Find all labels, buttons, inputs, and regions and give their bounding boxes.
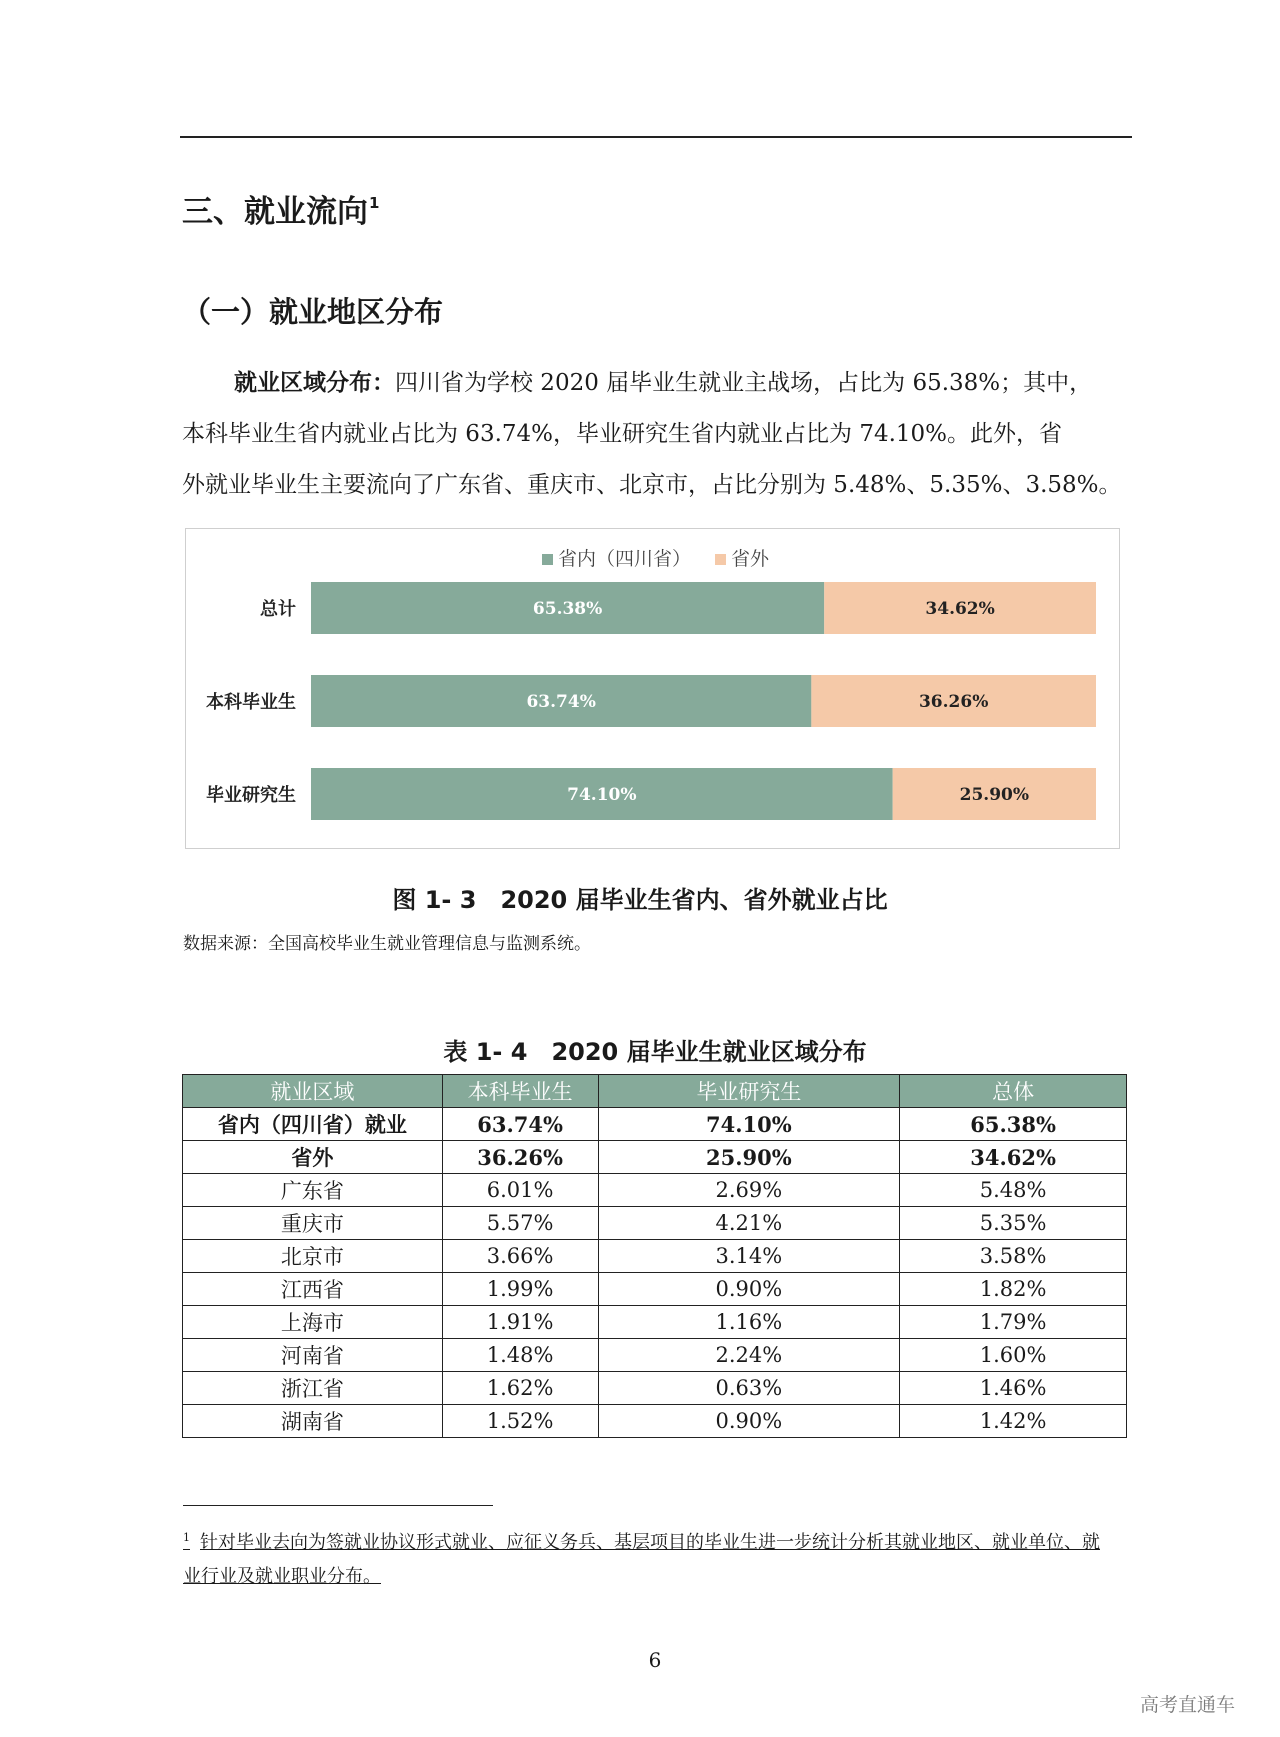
region-name-cell: 河南省 xyxy=(183,1339,443,1372)
value-cell: 1.91% xyxy=(442,1306,598,1339)
value-cell: 2.69% xyxy=(598,1174,900,1207)
table-header-cell: 总体 xyxy=(900,1075,1127,1108)
table-row xyxy=(183,1339,1127,1372)
category-label: 总计 xyxy=(260,599,296,620)
region-name-cell: 省外 xyxy=(183,1141,443,1174)
region-name-cell: 省内（四川省）就业 xyxy=(183,1108,443,1141)
value-cell: 1.62% xyxy=(442,1372,598,1405)
table-row xyxy=(183,1273,1127,1306)
value-cell: 1.82% xyxy=(900,1273,1127,1306)
data-label: 65.38% xyxy=(532,599,603,619)
legend-label: 省内（四川省） xyxy=(558,548,692,570)
value-cell: 3.14% xyxy=(598,1240,900,1273)
footnote-text: 针对毕业去向为签就业协议形式就业、应征义务兵、基层项目的毕业生进一步统计分析其就业地区、就业单位、就业行业及就业职业分布。 xyxy=(183,1532,1100,1587)
data-label: 36.26% xyxy=(918,692,989,712)
table-row xyxy=(183,1207,1127,1240)
region-name-cell: 重庆市 xyxy=(183,1207,443,1240)
data-label: 63.74% xyxy=(526,692,596,712)
legend-swatch xyxy=(715,554,726,565)
table-row xyxy=(183,1141,1127,1174)
region-name-cell: 北京市 xyxy=(183,1240,443,1273)
category-label: 本科毕业生 xyxy=(206,692,296,713)
watermark: 高考直通车 xyxy=(1140,1694,1236,1716)
footnote-rule xyxy=(183,1505,493,1506)
table-header-cell: 本科毕业生 xyxy=(442,1075,598,1108)
value-cell: 4.21% xyxy=(598,1207,900,1240)
body-paragraph xyxy=(182,358,1132,511)
table-row xyxy=(183,1174,1127,1207)
paragraph-lead-label: 就业区域分布： xyxy=(234,370,395,396)
chart-canvas xyxy=(186,529,1121,850)
value-cell: 6.01% xyxy=(442,1174,598,1207)
stacked-bar-chart xyxy=(185,528,1120,849)
value-cell: 1.60% xyxy=(900,1339,1127,1372)
value-cell: 25.90% xyxy=(598,1141,900,1174)
table-header-cell: 就业区域 xyxy=(183,1075,443,1108)
category-label: 毕业研究生 xyxy=(206,785,296,806)
value-cell: 1.42% xyxy=(900,1405,1127,1438)
value-cell: 1.46% xyxy=(900,1372,1127,1405)
subsection-heading: （一）就业地区分布 xyxy=(182,295,444,329)
footnote-mark: 1 xyxy=(183,1531,190,1544)
data-label: 74.10% xyxy=(567,785,637,805)
value-cell: 0.90% xyxy=(598,1405,900,1438)
paragraph-line-3: 外就业毕业生主要流向了广东省、重庆市、北京市，占比分别为 5.48%、5.35%、3.58%。 xyxy=(182,472,1122,498)
value-cell: 0.63% xyxy=(598,1372,900,1405)
page-number: 6 xyxy=(648,1648,662,1672)
value-cell: 1.99% xyxy=(442,1273,598,1306)
region-name-cell: 浙江省 xyxy=(183,1372,443,1405)
value-cell: 5.35% xyxy=(900,1207,1127,1240)
footnote xyxy=(183,1521,1113,1594)
value-cell: 1.16% xyxy=(598,1306,900,1339)
value-cell: 34.62% xyxy=(900,1141,1127,1174)
value-cell: 1.52% xyxy=(442,1405,598,1438)
region-name-cell: 江西省 xyxy=(183,1273,443,1306)
data-label: 25.90% xyxy=(959,785,1030,805)
paragraph-line-1: 四川省为学校 2020 届毕业生就业主战场，占比为 65.38%；其中， xyxy=(395,370,1093,396)
value-cell: 63.74% xyxy=(442,1108,598,1141)
value-cell: 74.10% xyxy=(598,1108,900,1141)
table-row xyxy=(183,1306,1127,1339)
paragraph-line-2: 本科毕业生省内就业占比为 63.74%，毕业研究生省内就业占比为 74.10%。此外，省 xyxy=(182,421,1063,447)
value-cell: 36.26% xyxy=(442,1141,598,1174)
value-cell: 65.38% xyxy=(900,1108,1127,1141)
region-name-cell: 广东省 xyxy=(183,1174,443,1207)
value-cell: 5.57% xyxy=(442,1207,598,1240)
figure-source: 数据来源：全国高校毕业生就业管理信息与监测系统。 xyxy=(183,934,591,954)
region-table xyxy=(182,1074,1127,1438)
legend-swatch xyxy=(542,554,553,565)
table-row xyxy=(183,1372,1127,1405)
table-row xyxy=(183,1108,1127,1141)
value-cell: 0.90% xyxy=(598,1273,900,1306)
region-name-cell: 湖南省 xyxy=(183,1405,443,1438)
header-rule xyxy=(180,136,1132,138)
value-cell: 3.58% xyxy=(900,1240,1127,1273)
table-header-cell: 毕业研究生 xyxy=(598,1075,900,1108)
table-body xyxy=(183,1108,1127,1438)
legend-label: 省外 xyxy=(731,548,770,570)
table-caption: 表 1- 4 2020 届毕业生就业区域分布 xyxy=(443,1038,867,1066)
value-cell: 1.48% xyxy=(442,1339,598,1372)
value-cell: 1.79% xyxy=(900,1306,1127,1339)
value-cell: 2.24% xyxy=(598,1339,900,1372)
value-cell: 5.48% xyxy=(900,1174,1127,1207)
figure-caption: 图 1- 3 2020 届毕业生省内、省外就业占比 xyxy=(392,886,888,914)
table-row xyxy=(183,1240,1127,1273)
section-heading: 三、就业流向$^1$ xyxy=(182,194,380,230)
table-header-row xyxy=(183,1075,1127,1108)
region-name-cell: 上海市 xyxy=(183,1306,443,1339)
heading-footnote-mark: 1 xyxy=(369,194,380,212)
data-label: 34.62% xyxy=(925,599,995,619)
table-row xyxy=(183,1405,1127,1438)
value-cell: 3.66% xyxy=(442,1240,598,1273)
